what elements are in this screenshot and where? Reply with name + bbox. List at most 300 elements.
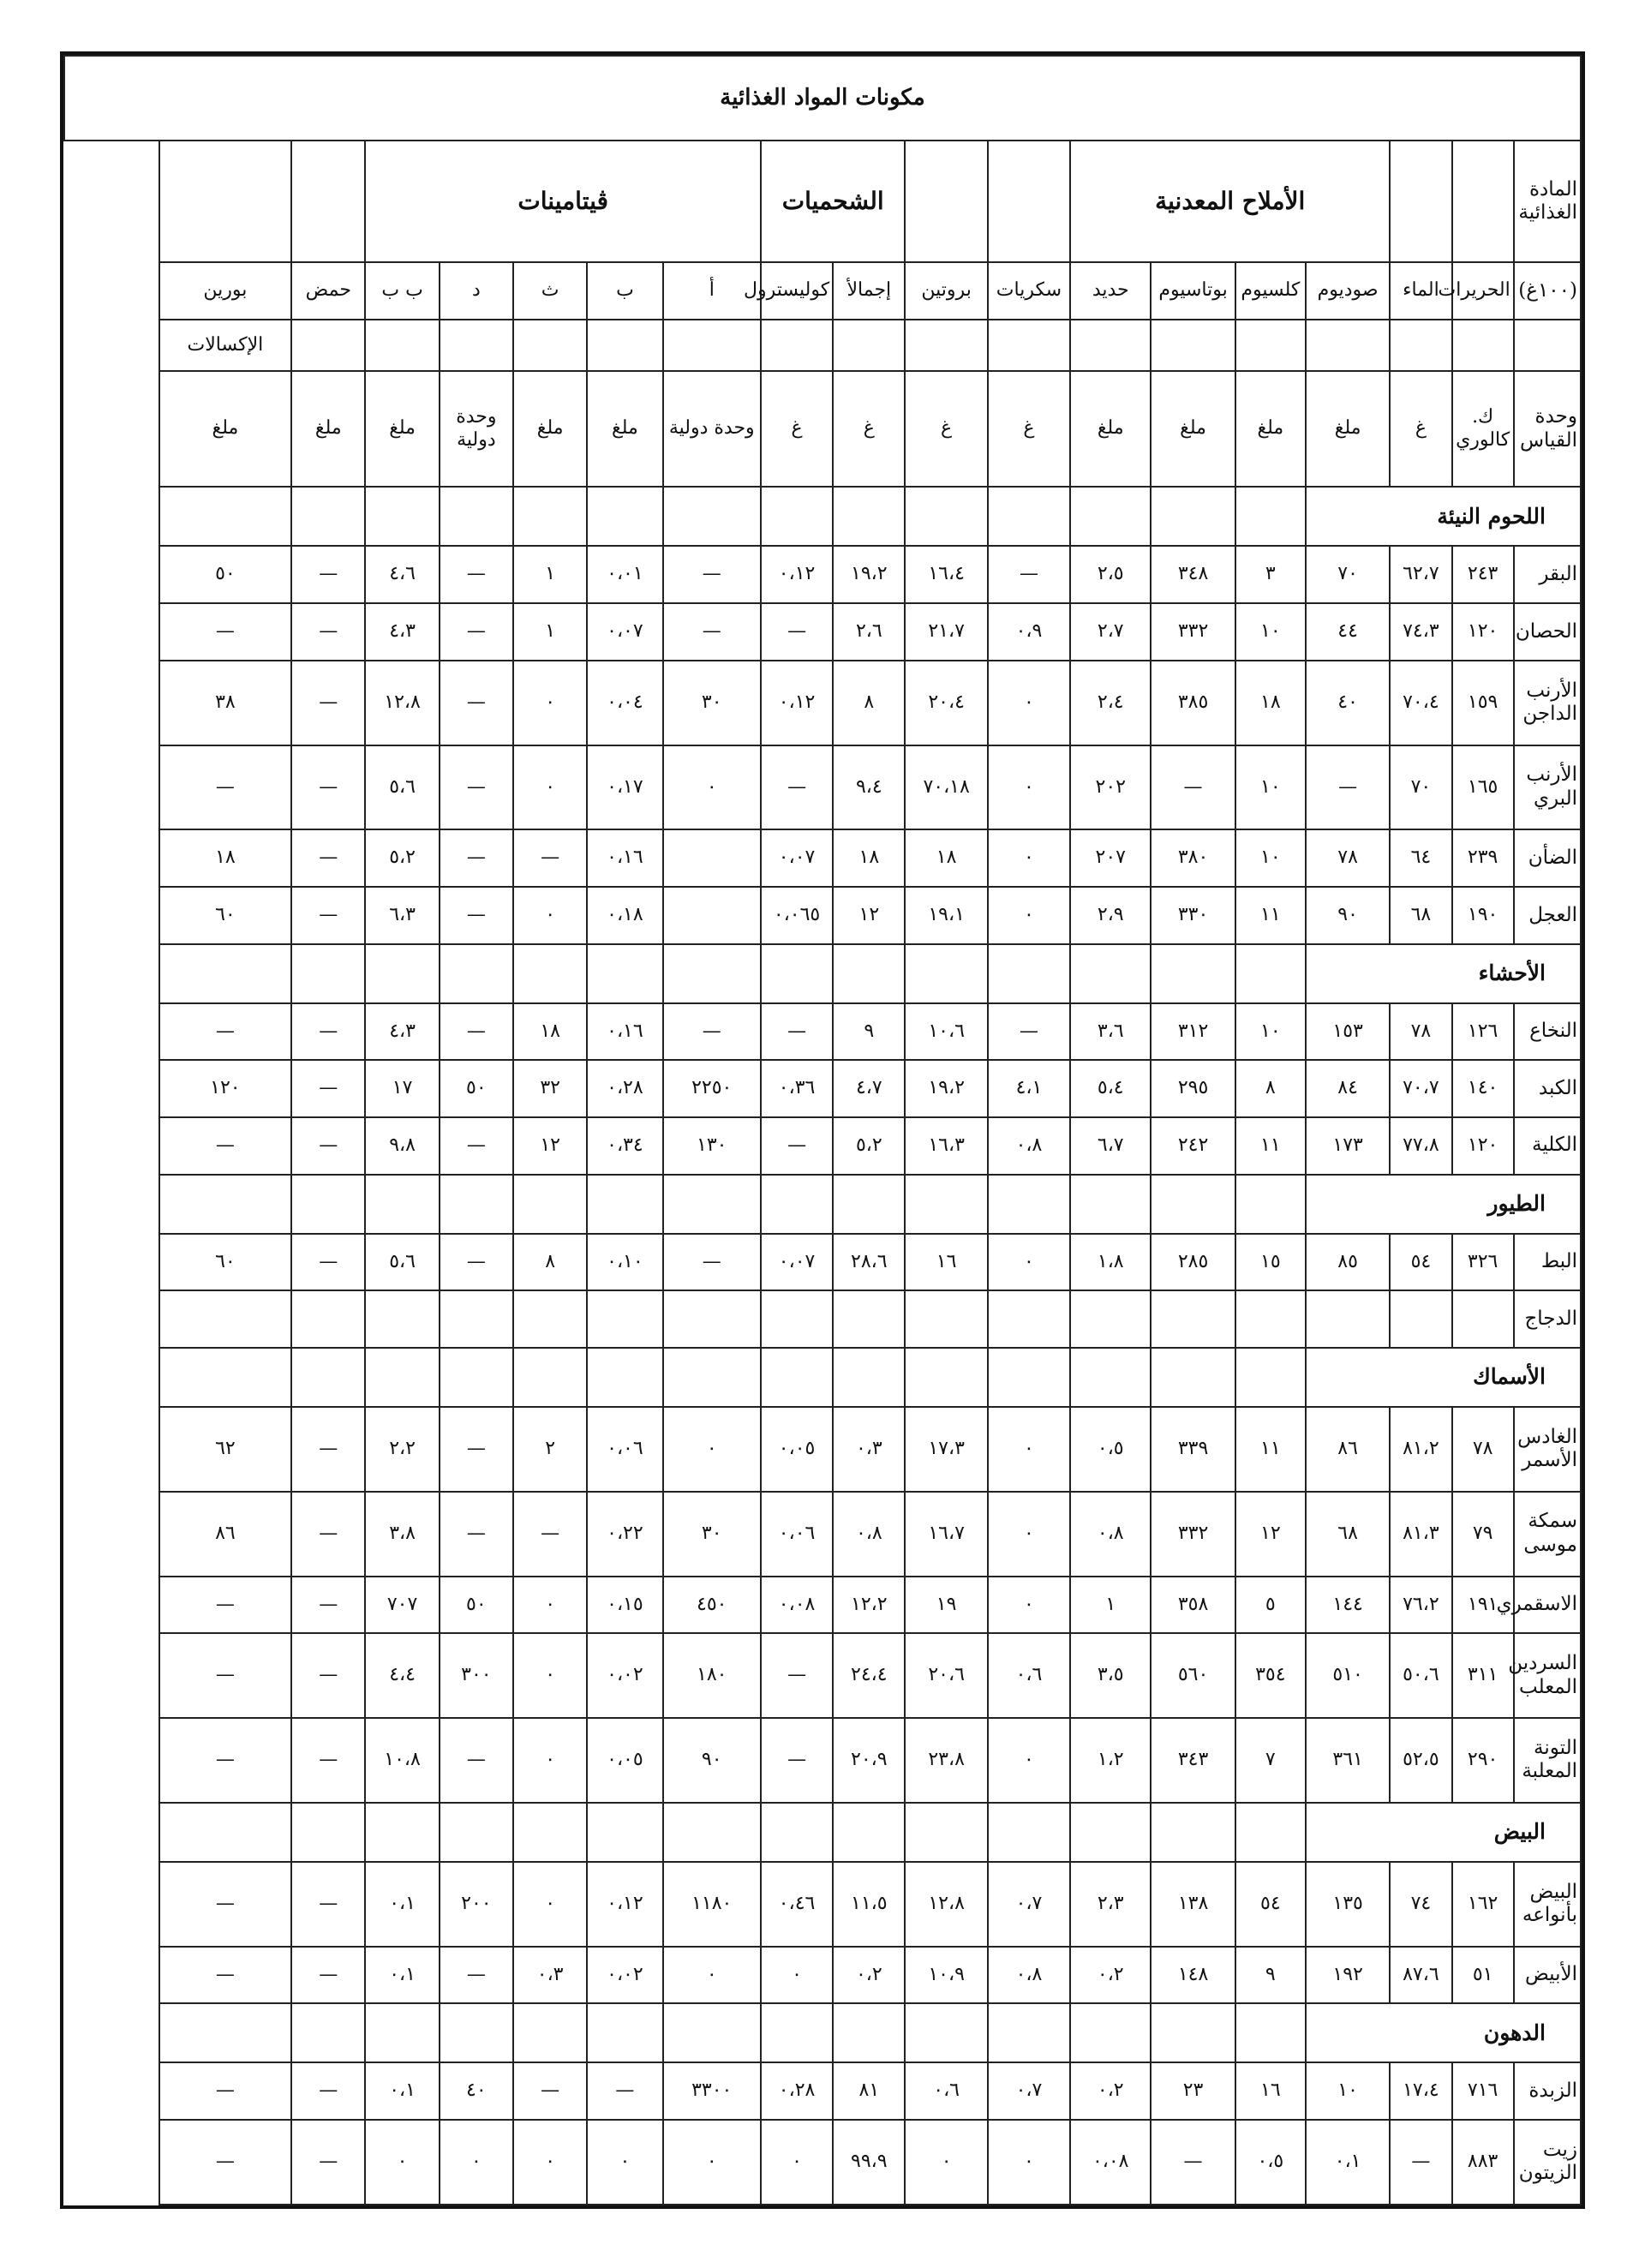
food-row bbox=[64, 1234, 1581, 1291]
empty-cell bbox=[1151, 2003, 1235, 2062]
value-cell: ٠،٢٨ bbox=[587, 1060, 662, 1117]
value-cell: ١١ bbox=[1235, 1407, 1306, 1492]
category-label: اللحوم النيئة bbox=[1306, 487, 1581, 546]
value-cell: ٦٠ bbox=[159, 1234, 292, 1291]
empty-cell bbox=[365, 1175, 439, 1234]
value-cell: ٠ bbox=[365, 2120, 439, 2205]
empty-cell bbox=[988, 1175, 1070, 1234]
value-cell: ٣٤٨ bbox=[1151, 546, 1235, 603]
value-cell: ١٩،٢ bbox=[833, 546, 905, 603]
header-per-100g: (١٠٠غ) bbox=[1514, 262, 1581, 320]
food-row bbox=[64, 603, 1581, 661]
unit-cell: ملغ bbox=[291, 371, 365, 488]
value-cell: ٧٩ bbox=[1452, 1492, 1514, 1577]
food-name: الدجاج bbox=[1514, 1290, 1581, 1348]
value-cell: — bbox=[761, 1718, 833, 1803]
value-cell: ١٠ bbox=[1306, 2062, 1390, 2120]
value-cell: ٣١١ bbox=[1452, 1633, 1514, 1718]
empty-cell bbox=[663, 944, 761, 1003]
value-cell: ١٠،٦ bbox=[905, 1003, 987, 1061]
value-cell: ١٠ bbox=[1235, 1003, 1306, 1061]
header-empty bbox=[440, 320, 513, 371]
value-cell: ٧٧،٨ bbox=[1390, 1117, 1451, 1175]
value-cell: ٠،١٥ bbox=[587, 1577, 662, 1634]
value-cell: ٣٠٠ bbox=[440, 1633, 513, 1718]
value-cell: ٠،١ bbox=[365, 2062, 439, 2120]
value-cell: ٠،٧ bbox=[988, 2062, 1070, 2120]
value-cell: ١٩١ bbox=[1452, 1577, 1514, 1634]
empty-cell bbox=[159, 944, 292, 1003]
value-cell: ٤،٣ bbox=[365, 1003, 439, 1061]
empty-cell bbox=[988, 2003, 1070, 2062]
category-row bbox=[64, 1803, 1581, 1862]
empty-cell bbox=[587, 1803, 662, 1862]
column-header: إجمالأ bbox=[833, 262, 905, 320]
value-cell: ٠،٢٢ bbox=[587, 1492, 662, 1577]
column-header: كلسيوم bbox=[1235, 262, 1306, 320]
value-cell: — bbox=[663, 1234, 761, 1291]
value-cell: — bbox=[159, 1862, 292, 1947]
value-cell: ١٠ bbox=[1235, 745, 1306, 830]
value-cell: ٢،٥ bbox=[1070, 546, 1151, 603]
header-empty bbox=[1514, 320, 1581, 371]
header-empty bbox=[1070, 320, 1151, 371]
empty-cell bbox=[1235, 487, 1306, 546]
value-cell: ٣٠ bbox=[663, 661, 761, 745]
value-cell: ٠،١٨ bbox=[587, 887, 662, 944]
empty-cell bbox=[1151, 944, 1235, 1003]
value-cell: ٣٥٨ bbox=[1151, 1577, 1235, 1634]
value-cell: ٠،١٠ bbox=[587, 1234, 662, 1291]
food-name: التونة المعلبة bbox=[1514, 1718, 1581, 1803]
value-cell: ٠،٣ bbox=[833, 1407, 905, 1492]
value-cell: ٢٨،٦ bbox=[833, 1234, 905, 1291]
value-cell bbox=[1070, 1290, 1151, 1348]
value-cell: ٤،٤ bbox=[365, 1633, 439, 1718]
value-cell: ٤،٦ bbox=[365, 546, 439, 603]
value-cell: ٧٨ bbox=[1306, 829, 1390, 887]
value-cell: ٢٩٥ bbox=[1151, 1060, 1235, 1117]
empty-cell bbox=[587, 2003, 662, 2062]
category-row bbox=[64, 1348, 1581, 1407]
value-cell: ٨١،٣ bbox=[1390, 1492, 1451, 1577]
food-name: الأرنب الداجن bbox=[1514, 661, 1581, 745]
column-header-row bbox=[64, 262, 1581, 320]
value-cell: ٦٢ bbox=[159, 1407, 292, 1492]
value-cell: ٧٨ bbox=[1390, 1003, 1451, 1061]
value-cell: ١٩٢ bbox=[1306, 1947, 1390, 2004]
nutrition-table-frame bbox=[60, 51, 1585, 2209]
value-cell: ٣٨ bbox=[159, 661, 292, 745]
value-cell: ٠ bbox=[988, 661, 1070, 745]
group-vitamins: ڤيتامينات bbox=[365, 141, 761, 263]
value-cell: ٠،٢ bbox=[833, 1947, 905, 2004]
value-cell: — bbox=[159, 1117, 292, 1175]
column-header: ث bbox=[513, 262, 587, 320]
unit-cell: ملغ bbox=[1306, 371, 1390, 488]
value-cell: ٧٠٧ bbox=[365, 1577, 439, 1634]
value-cell: ٣،٥ bbox=[1070, 1633, 1151, 1718]
column-header: بورين bbox=[159, 262, 292, 320]
empty-cell bbox=[663, 487, 761, 546]
value-cell: ١٦ bbox=[905, 1234, 987, 1291]
value-cell: ٠،٣٤ bbox=[587, 1117, 662, 1175]
value-cell: ١٦،٧ bbox=[905, 1492, 987, 1577]
value-cell: ٠ bbox=[587, 2120, 662, 2205]
empty-cell bbox=[663, 2003, 761, 2062]
food-row bbox=[64, 1492, 1581, 1577]
value-cell: ٥٠ bbox=[159, 546, 292, 603]
food-row bbox=[64, 1862, 1581, 1947]
value-cell: ١٧ bbox=[365, 1060, 439, 1117]
subheader-row bbox=[64, 320, 1581, 371]
empty-cell bbox=[513, 1348, 587, 1407]
value-cell: ٠ bbox=[761, 2120, 833, 2205]
header-empty bbox=[159, 141, 292, 263]
value-cell: ٦٠ bbox=[159, 887, 292, 944]
empty-cell bbox=[1070, 1803, 1151, 1862]
value-cell: ٥٦٠ bbox=[1151, 1633, 1235, 1718]
value-cell: ٠،٠٢ bbox=[587, 1947, 662, 2004]
value-cell: ١٢٠ bbox=[159, 1060, 292, 1117]
value-cell: ٣٨٥ bbox=[1151, 661, 1235, 745]
value-cell: — bbox=[291, 546, 365, 603]
header-empty bbox=[905, 141, 987, 263]
value-cell: — bbox=[440, 1492, 513, 1577]
empty-cell bbox=[905, 487, 987, 546]
value-cell: ٣٣٠ bbox=[1151, 887, 1235, 944]
empty-cell bbox=[833, 1348, 905, 1407]
empty-cell bbox=[1235, 2003, 1306, 2062]
value-cell: ١١ bbox=[1235, 887, 1306, 944]
column-header: بروتين bbox=[905, 262, 987, 320]
value-cell: — bbox=[761, 1633, 833, 1718]
value-cell: ٨٦ bbox=[1306, 1407, 1390, 1492]
value-cell: ١٢٠ bbox=[1452, 1117, 1514, 1175]
title-row bbox=[64, 56, 1581, 141]
empty-cell bbox=[761, 2003, 833, 2062]
value-cell: ٠،٠٢ bbox=[587, 1633, 662, 1718]
value-cell: ٠،٦ bbox=[905, 2062, 987, 2120]
value-cell: ٨١،٢ bbox=[1390, 1407, 1451, 1492]
value-cell: ٤،٣ bbox=[365, 603, 439, 661]
value-cell: ٣٥٤ bbox=[1235, 1633, 1306, 1718]
value-cell: ٠،٠٦ bbox=[587, 1407, 662, 1492]
value-cell: ٠،٣ bbox=[513, 1947, 587, 2004]
unit-cell: ملغ bbox=[1235, 371, 1306, 488]
value-cell: ١٤٠ bbox=[1452, 1060, 1514, 1117]
value-cell: — bbox=[440, 745, 513, 830]
value-cell: ٠،١٦ bbox=[587, 829, 662, 887]
empty-cell bbox=[587, 1175, 662, 1234]
food-name: الاسقمري bbox=[1514, 1577, 1581, 1634]
value-cell: ٩٠ bbox=[1306, 887, 1390, 944]
value-cell: ١٩ bbox=[905, 1577, 987, 1634]
header-empty bbox=[1452, 320, 1514, 371]
value-cell: ١٣٨ bbox=[1151, 1862, 1235, 1947]
value-cell bbox=[1235, 1290, 1306, 1348]
value-cell: ٠،١٢ bbox=[587, 1862, 662, 1947]
unit-cell: ملغ bbox=[513, 371, 587, 488]
value-cell: ٨٤ bbox=[1306, 1060, 1390, 1117]
value-cell bbox=[988, 1290, 1070, 1348]
value-cell: ٠ bbox=[513, 1718, 587, 1803]
unit-cell: غ bbox=[761, 371, 833, 488]
empty-cell bbox=[1070, 1348, 1151, 1407]
value-cell: ٠،٨ bbox=[833, 1492, 905, 1577]
value-cell: ٥،٦ bbox=[365, 1234, 439, 1291]
category-label: الأسماك bbox=[1306, 1348, 1581, 1407]
food-name: الكلية bbox=[1514, 1117, 1581, 1175]
category-label: الأحشاء bbox=[1306, 944, 1581, 1003]
food-name: الأبيض bbox=[1514, 1947, 1581, 2004]
units-row bbox=[64, 371, 1581, 488]
empty-cell bbox=[905, 1803, 987, 1862]
value-cell: — bbox=[159, 1633, 292, 1718]
food-name: البيض بأنواعه bbox=[1514, 1862, 1581, 1947]
empty-cell bbox=[761, 944, 833, 1003]
value-cell: ٧١٦ bbox=[1452, 2062, 1514, 2120]
value-cell: ٨٥ bbox=[1306, 1234, 1390, 1291]
empty-cell bbox=[1151, 1803, 1235, 1862]
header-empty bbox=[1151, 320, 1235, 371]
header-empty bbox=[291, 141, 365, 263]
empty-cell bbox=[513, 487, 587, 546]
value-cell: ١٧٣ bbox=[1306, 1117, 1390, 1175]
value-cell: ٧ bbox=[1235, 1718, 1306, 1803]
value-cell: ١١ bbox=[1235, 1117, 1306, 1175]
value-cell: ٠ bbox=[513, 887, 587, 944]
value-cell: — bbox=[513, 2062, 587, 2120]
empty-cell bbox=[291, 2003, 365, 2062]
value-cell: — bbox=[663, 1003, 761, 1061]
empty-cell bbox=[1151, 1175, 1235, 1234]
unit-label: وحدة القياس bbox=[1514, 371, 1581, 488]
value-cell: ٦٨ bbox=[1306, 1492, 1390, 1577]
value-cell: ٢،٧ bbox=[1070, 603, 1151, 661]
food-name: الأرنب البري bbox=[1514, 745, 1581, 830]
value-cell: ١٦ bbox=[1235, 2062, 1306, 2120]
empty-cell bbox=[988, 1803, 1070, 1862]
value-cell: — bbox=[513, 829, 587, 887]
value-cell: ٠،٥ bbox=[1070, 1407, 1151, 1492]
food-row bbox=[64, 829, 1581, 887]
value-cell: — bbox=[663, 546, 761, 603]
value-cell: ٢٣٩ bbox=[1452, 829, 1514, 887]
empty-cell bbox=[905, 1348, 987, 1407]
value-cell: ٠،٢ bbox=[1070, 2062, 1151, 2120]
value-cell: ٧٠ bbox=[1306, 546, 1390, 603]
value-cell: ٠،١ bbox=[1306, 2120, 1390, 2205]
value-cell: ٠،٠٨ bbox=[1070, 2120, 1151, 2205]
category-row bbox=[64, 2003, 1581, 2062]
empty-cell bbox=[159, 487, 292, 546]
empty-cell bbox=[833, 1175, 905, 1234]
empty-cell bbox=[440, 1803, 513, 1862]
food-row bbox=[64, 1117, 1581, 1175]
value-cell: ٠ bbox=[988, 1407, 1070, 1492]
value-cell: ٥١ bbox=[1452, 1947, 1514, 2004]
empty-cell bbox=[663, 1175, 761, 1234]
value-cell: — bbox=[291, 1117, 365, 1175]
value-cell: ٠ bbox=[988, 1492, 1070, 1577]
empty-cell bbox=[365, 487, 439, 546]
header-empty bbox=[1390, 141, 1451, 263]
empty-cell bbox=[440, 1348, 513, 1407]
value-cell: ٢،٩ bbox=[1070, 887, 1151, 944]
header-empty bbox=[1452, 141, 1514, 263]
table-body bbox=[64, 56, 1581, 2205]
value-cell: — bbox=[440, 829, 513, 887]
value-cell: ١٢ bbox=[833, 887, 905, 944]
food-row bbox=[64, 1633, 1581, 1718]
value-cell: ٢٠٠ bbox=[440, 1862, 513, 1947]
value-cell: — bbox=[440, 1003, 513, 1061]
value-cell: ١،٨ bbox=[1070, 1234, 1151, 1291]
value-cell: ٠ bbox=[663, 1407, 761, 1492]
value-cell: ٠ bbox=[988, 887, 1070, 944]
empty-cell bbox=[513, 2003, 587, 2062]
value-cell: ١٩،٢ bbox=[905, 1060, 987, 1117]
food-row bbox=[64, 745, 1581, 830]
value-cell: ٠،٠٦٥ bbox=[761, 887, 833, 944]
empty-cell bbox=[905, 944, 987, 1003]
value-cell: ١٦،٤ bbox=[905, 546, 987, 603]
empty-cell bbox=[587, 944, 662, 1003]
category-label: الطيور bbox=[1306, 1175, 1581, 1234]
unit-cell: ملغ bbox=[1151, 371, 1235, 488]
value-cell bbox=[1452, 1290, 1514, 1348]
value-cell: ٧٠،١٨ bbox=[905, 745, 987, 830]
category-label: البيض bbox=[1306, 1803, 1581, 1862]
value-cell: ٢٢٥٠ bbox=[663, 1060, 761, 1117]
value-cell: ٠ bbox=[988, 1234, 1070, 1291]
value-cell: ٢٣،٨ bbox=[905, 1718, 987, 1803]
value-cell: ٠،٠٧ bbox=[761, 829, 833, 887]
unit-cell: غ bbox=[833, 371, 905, 488]
nutrition-table bbox=[63, 55, 1582, 2205]
value-cell bbox=[663, 1290, 761, 1348]
value-cell: ٠،١٧ bbox=[587, 745, 662, 830]
empty-cell bbox=[833, 1803, 905, 1862]
empty-cell bbox=[1070, 1175, 1151, 1234]
value-cell: ٩٩،٩ bbox=[833, 2120, 905, 2205]
value-cell: — bbox=[159, 745, 292, 830]
value-cell: ٢٤٢ bbox=[1151, 1117, 1235, 1175]
value-cell: ١٤٤ bbox=[1306, 1577, 1390, 1634]
value-cell: ١٦٥ bbox=[1452, 745, 1514, 830]
empty-cell bbox=[663, 1348, 761, 1407]
value-cell: — bbox=[291, 1003, 365, 1061]
value-cell: ٦،٣ bbox=[365, 887, 439, 944]
empty-cell bbox=[365, 1803, 439, 1862]
food-name: سمكة موسى bbox=[1514, 1492, 1581, 1577]
empty-cell bbox=[833, 944, 905, 1003]
value-cell: ٠،٠٧ bbox=[761, 1234, 833, 1291]
value-cell: ٨ bbox=[1235, 1060, 1306, 1117]
empty-cell bbox=[291, 944, 365, 1003]
empty-cell bbox=[513, 1803, 587, 1862]
value-cell: ٠ bbox=[663, 1947, 761, 2004]
value-cell: ١ bbox=[513, 603, 587, 661]
food-name: البط bbox=[1514, 1234, 1581, 1291]
value-cell: ٧٠،٧ bbox=[1390, 1060, 1451, 1117]
unit-cell: ملغ bbox=[365, 371, 439, 488]
value-cell: ٧٦،٢ bbox=[1390, 1577, 1451, 1634]
value-cell: — bbox=[761, 745, 833, 830]
value-cell: ١٨ bbox=[833, 829, 905, 887]
value-cell: ٢٠،٩ bbox=[833, 1718, 905, 1803]
food-row bbox=[64, 1407, 1581, 1492]
value-cell bbox=[663, 829, 761, 887]
table-title: مكونات المواد الغذائية bbox=[64, 56, 1581, 141]
empty-cell bbox=[587, 1348, 662, 1407]
header-empty bbox=[587, 320, 662, 371]
value-cell: — bbox=[159, 2120, 292, 2205]
value-cell: — bbox=[761, 1003, 833, 1061]
column-header: حديد bbox=[1070, 262, 1151, 320]
value-cell: ٢٩٠ bbox=[1452, 1718, 1514, 1803]
value-cell: — bbox=[663, 603, 761, 661]
value-cell: ٠،٠٨ bbox=[761, 1577, 833, 1634]
header-empty bbox=[1235, 320, 1306, 371]
value-cell: ١٥ bbox=[1235, 1234, 1306, 1291]
food-name: الكبد bbox=[1514, 1060, 1581, 1117]
column-header: أ bbox=[663, 262, 761, 320]
empty-cell bbox=[159, 1348, 292, 1407]
value-cell: ٤٠ bbox=[1306, 661, 1390, 745]
value-cell: ٠ bbox=[513, 661, 587, 745]
value-cell: ٨ bbox=[513, 1234, 587, 1291]
value-cell: ١٨ bbox=[513, 1003, 587, 1061]
empty-cell bbox=[587, 487, 662, 546]
empty-cell bbox=[291, 487, 365, 546]
value-cell: ٠،٠٥ bbox=[761, 1407, 833, 1492]
value-cell: — bbox=[513, 1492, 587, 1577]
empty-cell bbox=[663, 1803, 761, 1862]
value-cell: — bbox=[761, 603, 833, 661]
value-cell: ٠ bbox=[988, 2120, 1070, 2205]
value-cell: — bbox=[761, 1117, 833, 1175]
value-cell: ١ bbox=[513, 546, 587, 603]
empty-cell bbox=[1151, 487, 1235, 546]
value-cell: ٩ bbox=[1235, 1947, 1306, 2004]
value-cell: — bbox=[988, 546, 1070, 603]
unit-cell: غ bbox=[905, 371, 987, 488]
header-empty bbox=[663, 320, 761, 371]
value-cell: ٠،١٢ bbox=[761, 661, 833, 745]
value-cell: ٤٤ bbox=[1306, 603, 1390, 661]
food-row bbox=[64, 1003, 1581, 1061]
value-cell: ٠ bbox=[663, 2120, 761, 2205]
value-cell: — bbox=[440, 1407, 513, 1492]
value-cell bbox=[833, 1290, 905, 1348]
header-empty bbox=[905, 320, 987, 371]
value-cell: ٠،٢٨ bbox=[761, 2062, 833, 2120]
value-cell: ٢٠٢ bbox=[1070, 745, 1151, 830]
empty-cell bbox=[1151, 1348, 1235, 1407]
value-cell: ١٢،٢ bbox=[833, 1577, 905, 1634]
empty-cell bbox=[291, 1803, 365, 1862]
value-cell: ١٠،٨ bbox=[365, 1718, 439, 1803]
food-row bbox=[64, 1060, 1581, 1117]
value-cell: ٠،٠٥ bbox=[587, 1718, 662, 1803]
value-cell: ٣٣٢ bbox=[1151, 1492, 1235, 1577]
value-cell bbox=[291, 1290, 365, 1348]
value-cell: ٣١٢ bbox=[1151, 1003, 1235, 1061]
food-row bbox=[64, 2062, 1581, 2120]
value-cell: ٠ bbox=[513, 745, 587, 830]
